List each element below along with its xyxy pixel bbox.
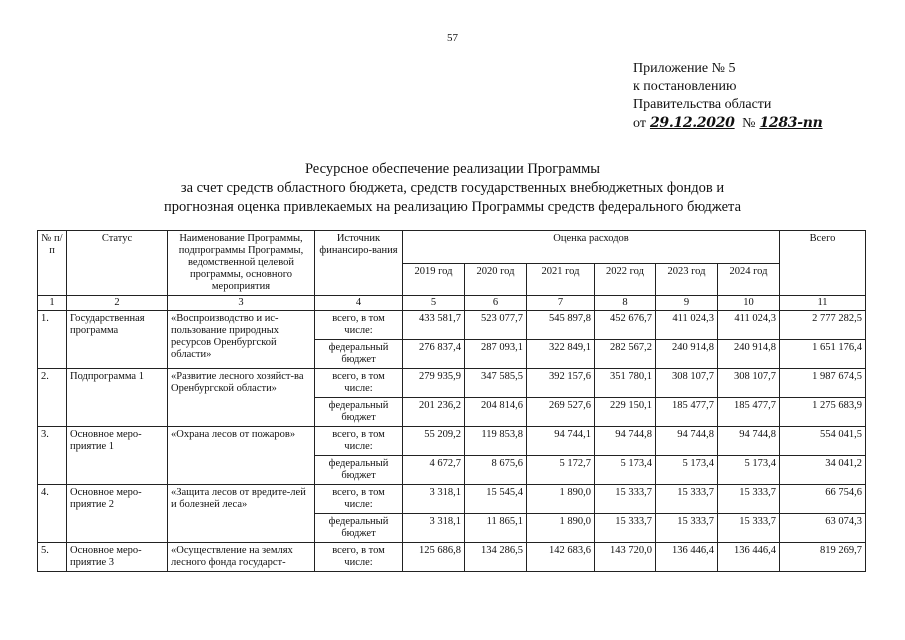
table-row [38, 427, 866, 456]
header-name: Наименование Программы, подпрограммы Программы, ведомственной целевой программы, основного мероприятия [168, 231, 315, 296]
document-title [0, 160, 905, 217]
row-status: Основное меро-приятие 2 [67, 485, 168, 543]
row-value: 136 446,4 [656, 543, 718, 572]
table-row [38, 369, 866, 398]
row-value: 94 744,8 [718, 427, 780, 456]
row-value: 269 527,6 [527, 398, 595, 427]
row-value: 143 720,0 [595, 543, 656, 572]
row-total: 34 041,2 [780, 456, 866, 485]
row-value: 308 107,7 [718, 369, 780, 398]
row-num: 1. [38, 311, 67, 369]
table-row [38, 543, 866, 572]
row-total: 66 754,6 [780, 485, 866, 514]
date-prefix: от [633, 116, 646, 131]
annex-block [633, 60, 827, 133]
row-value: 94 744,1 [527, 427, 595, 456]
title-line-2: за счет средств областного бюджета, средств государственных внебюджетных фондов и [180, 180, 725, 196]
row-value: 240 914,8 [718, 340, 780, 369]
page-number: 57 [447, 32, 458, 44]
row-value: 229 150,1 [595, 398, 656, 427]
row-total: 1 987 674,5 [780, 369, 866, 398]
row-value: 5 173,4 [718, 456, 780, 485]
column-number: 8 [595, 296, 656, 311]
row-value: 3 318,1 [403, 514, 465, 543]
row-value: 55 209,2 [403, 427, 465, 456]
resource-table [37, 230, 866, 572]
row-name: «Развитие лесного хозяйст-ва Оренбургской области» [168, 369, 315, 427]
row-total: 63 074,3 [780, 514, 866, 543]
column-number: 4 [315, 296, 403, 311]
row-value: 351 780,1 [595, 369, 656, 398]
row-source: всего, в том числе: [315, 485, 403, 514]
row-value: 347 585,5 [465, 369, 527, 398]
row-total: 554 041,5 [780, 427, 866, 456]
row-status: Государственная программа [67, 311, 168, 369]
column-number-row [38, 296, 866, 311]
column-number: 10 [718, 296, 780, 311]
row-value: 308 107,7 [656, 369, 718, 398]
row-num: 3. [38, 427, 67, 485]
row-value: 201 236,2 [403, 398, 465, 427]
handwritten-number: 1283-пп [759, 115, 823, 131]
header-status: Статус [67, 231, 168, 296]
column-number: 1 [38, 296, 67, 311]
column-number: 5 [403, 296, 465, 311]
column-number: 11 [780, 296, 866, 311]
row-value: 125 686,8 [403, 543, 465, 572]
row-source: всего, в том числе: [315, 311, 403, 340]
row-value: 5 173,4 [656, 456, 718, 485]
row-source: федеральный бюджет [315, 398, 403, 427]
row-source: всего, в том числе: [315, 427, 403, 456]
row-value: 1 890,0 [527, 485, 595, 514]
row-value: 15 333,7 [595, 485, 656, 514]
column-number: 7 [527, 296, 595, 311]
row-value: 282 567,2 [595, 340, 656, 369]
row-value: 134 286,5 [465, 543, 527, 572]
row-value: 279 935,9 [403, 369, 465, 398]
annex-line-3: Правительства области [633, 97, 772, 112]
row-value: 15 333,7 [595, 514, 656, 543]
row-value: 136 446,4 [718, 543, 780, 572]
header-num: № п/п [38, 231, 67, 296]
row-total: 819 269,7 [780, 543, 866, 572]
row-value: 1 890,0 [527, 514, 595, 543]
row-value: 452 676,7 [595, 311, 656, 340]
column-number: 3 [168, 296, 315, 311]
column-number: 9 [656, 296, 718, 311]
number-prefix: № [742, 116, 756, 131]
header-year: 2019 год [403, 263, 465, 296]
row-value: 411 024,3 [718, 311, 780, 340]
row-name: «Осуществление на землях лесного фонда государст- [168, 543, 315, 572]
header-year: 2024 год [718, 263, 780, 296]
row-total: 2 777 282,5 [780, 311, 866, 340]
row-num: 4. [38, 485, 67, 543]
table-row [38, 311, 866, 340]
row-source: федеральный бюджет [315, 514, 403, 543]
row-name: «Охрана лесов от пожаров» [168, 427, 315, 485]
row-value: 5 173,4 [595, 456, 656, 485]
row-value: 5 172,7 [527, 456, 595, 485]
row-value: 545 897,8 [527, 311, 595, 340]
row-value: 204 814,6 [465, 398, 527, 427]
header-year: 2022 год [595, 263, 656, 296]
row-value: 185 477,7 [718, 398, 780, 427]
row-value: 322 849,1 [527, 340, 595, 369]
row-value: 240 914,8 [656, 340, 718, 369]
row-total: 1 275 683,9 [780, 398, 866, 427]
annex-line-2: к постановлению [633, 79, 737, 94]
row-value: 15 333,7 [656, 514, 718, 543]
row-value: 3 318,1 [403, 485, 465, 514]
row-value: 15 545,4 [465, 485, 527, 514]
header-source: Источник финансиро-вания [315, 231, 403, 296]
row-value: 119 853,8 [465, 427, 527, 456]
header-estimate: Оценка расходов [403, 231, 780, 264]
row-status: Основное меро-приятие 3 [67, 543, 168, 572]
row-value: 523 077,7 [465, 311, 527, 340]
row-value: 142 683,6 [527, 543, 595, 572]
row-value: 4 672,7 [403, 456, 465, 485]
annex-line-1: Приложение № 5 [633, 61, 736, 76]
column-number: 2 [67, 296, 168, 311]
row-name: «Воспроизводство и ис-пользование природных ресурсов Оренбургской области» [168, 311, 315, 369]
row-status: Подпрограмма 1 [67, 369, 168, 427]
header-year: 2023 год [656, 263, 718, 296]
row-total: 1 651 176,4 [780, 340, 866, 369]
column-number: 6 [465, 296, 527, 311]
row-value: 94 744,8 [595, 427, 656, 456]
row-value: 15 333,7 [718, 514, 780, 543]
title-line-1: Ресурсное обеспечение реализации Программы [304, 161, 601, 177]
row-value: 392 157,6 [527, 369, 595, 398]
header-row [38, 231, 866, 264]
row-value: 15 333,7 [656, 485, 718, 514]
row-name: «Защита лесов от вредите-лей и болезней леса» [168, 485, 315, 543]
row-source: всего, в том числе: [315, 369, 403, 398]
row-value: 433 581,7 [403, 311, 465, 340]
row-source: всего, в том числе: [315, 543, 403, 572]
row-num: 2. [38, 369, 67, 427]
row-value: 411 024,3 [656, 311, 718, 340]
row-value: 287 093,1 [465, 340, 527, 369]
row-value: 276 837,4 [403, 340, 465, 369]
annex-date-line [633, 114, 827, 133]
header-total: Всего [780, 231, 866, 296]
row-source: федеральный бюджет [315, 456, 403, 485]
row-value: 8 675,6 [465, 456, 527, 485]
row-value: 185 477,7 [656, 398, 718, 427]
table-row [38, 485, 866, 514]
row-value: 15 333,7 [718, 485, 780, 514]
title-line-3: прогнозная оценка привлекаемых на реализацию Программы средств федерального бюджета [163, 199, 742, 215]
row-source: федеральный бюджет [315, 340, 403, 369]
header-year: 2020 год [465, 263, 527, 296]
row-status: Основное меро-приятие 1 [67, 427, 168, 485]
row-value: 11 865,1 [465, 514, 527, 543]
row-num: 5. [38, 543, 67, 572]
row-value: 94 744,8 [656, 427, 718, 456]
header-year: 2021 год [527, 263, 595, 296]
handwritten-date: 29.12.2020 [649, 115, 735, 131]
